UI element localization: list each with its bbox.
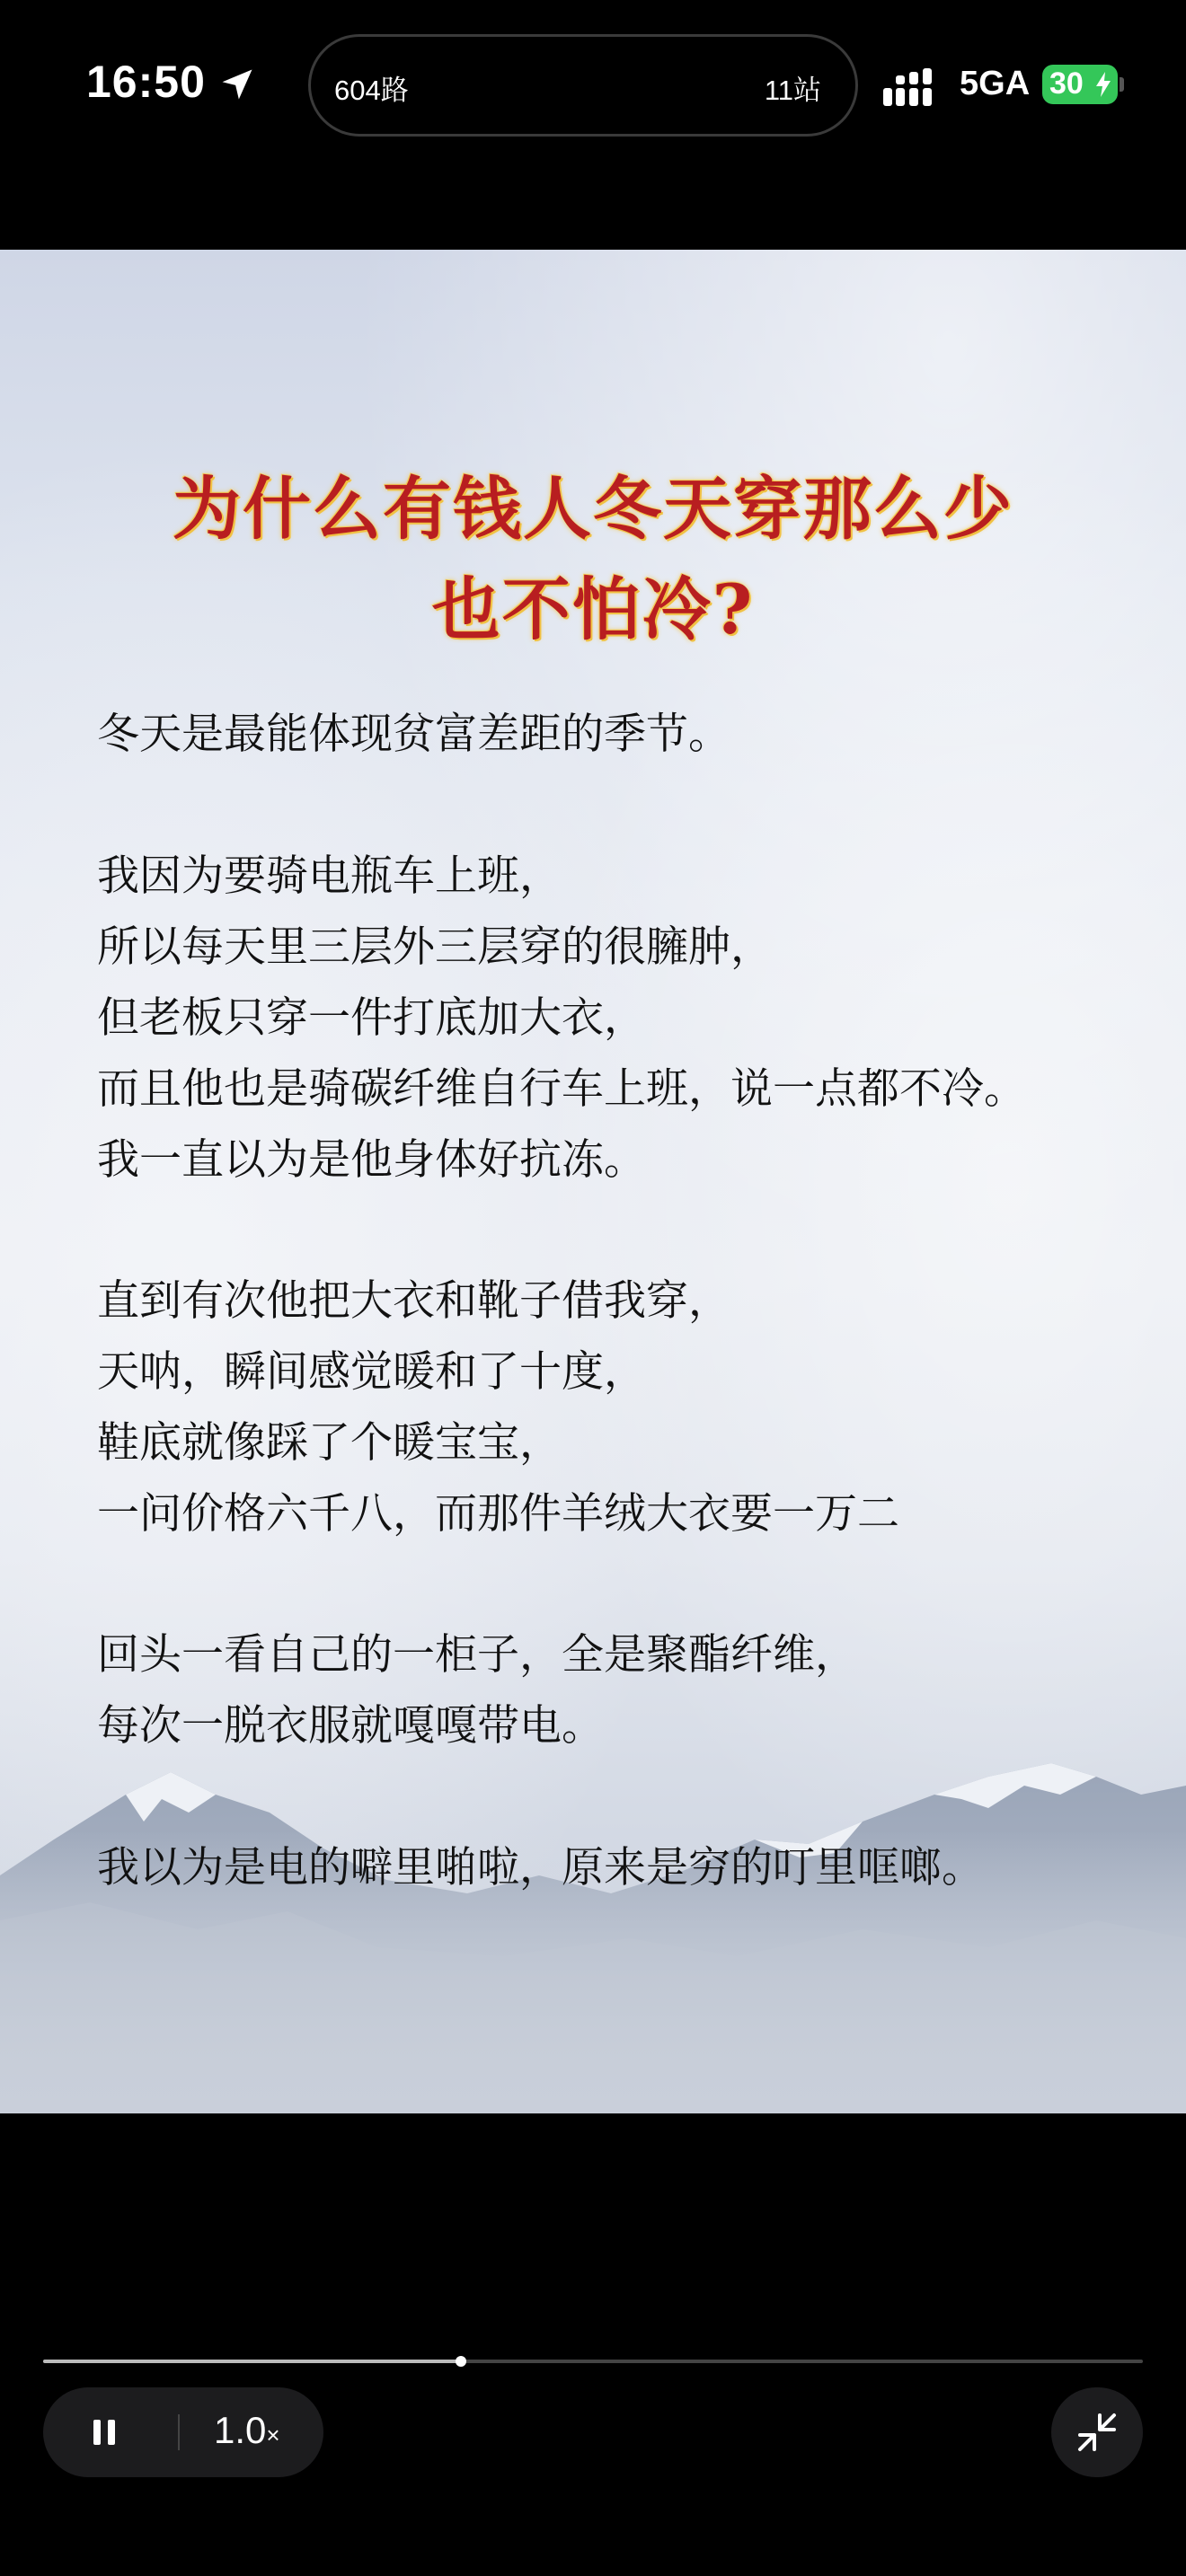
paragraph-line: 鞋底就像踩了个暖宝宝， — [97, 1418, 562, 1468]
article-title-line-2: 也不怕冷? — [431, 569, 755, 649]
paragraph-2 — [97, 841, 1139, 1195]
paragraph-line: 我因为要骑电瓶车上班， — [97, 851, 562, 901]
clock-time: 16:50 — [86, 57, 206, 107]
paragraph-3 — [97, 1266, 1139, 1549]
paragraph-line: 每次一脱衣服就嘎嘎带电。 — [97, 1701, 604, 1751]
location-arrow-icon — [217, 65, 257, 104]
playback-controls — [43, 2387, 323, 2477]
paragraph-line: 一问价格六千八，而那件羊绒大衣要一万二 — [97, 1489, 899, 1539]
battery-level: 30 — [1049, 66, 1084, 101]
status-bar — [0, 0, 1186, 180]
dynamic-island-live-activity[interactable] — [308, 34, 858, 137]
network-type: 5GA — [960, 65, 1031, 102]
collapse-arrows-icon — [1075, 2410, 1120, 2455]
cellular-signal-icon — [883, 68, 944, 106]
paragraph-1 — [97, 699, 1139, 770]
paragraph-line: 直到有次他把大衣和靴子借我穿， — [97, 1276, 730, 1326]
paragraph-line: 冬天是最能体现贫富差距的季节。 — [97, 710, 730, 759]
article-title-line-1: 为什么有钱人冬天穿那么少 — [173, 469, 1013, 549]
paragraph-line: 我一直以为是他身体好抗冻。 — [97, 1135, 646, 1185]
paragraph-line: 但老板只穿一件打底加大衣， — [97, 993, 646, 1043]
paragraph-line: 我以为是电的噼里啪啦，原来是穷的叮里哐啷。 — [97, 1843, 984, 1892]
speed-value: 1.0 — [214, 2409, 267, 2451]
paragraph-line: 天呐，瞬间感觉暖和了十度， — [97, 1347, 646, 1397]
playback-progress-bar[interactable] — [43, 2360, 1143, 2363]
progress-fill — [43, 2360, 461, 2363]
paragraph-4 — [97, 1619, 1139, 1761]
battery-indicator — [1042, 65, 1118, 104]
charging-bolt-icon — [1094, 72, 1112, 97]
stops-remaining-label: 11站 — [764, 75, 821, 106]
divider — [178, 2414, 180, 2450]
battery-tip — [1120, 77, 1124, 92]
paragraph-line: 而且他也是骑碳纤维自行车上班，说一点都不冷。 — [97, 1064, 1026, 1114]
paragraph-5 — [97, 1832, 1139, 1903]
pause-icon[interactable] — [81, 2409, 128, 2456]
article-image — [0, 250, 1186, 2113]
bus-route-label: 604路 — [334, 75, 409, 106]
paragraph-line: 回头一看自己的一柜子，全是聚酯纤维， — [97, 1630, 857, 1680]
progress-thumb[interactable] — [456, 2356, 466, 2367]
paragraph-line: 所以每天里三层外三层穿的很臃肿， — [97, 922, 773, 972]
speed-unit: × — [266, 2422, 280, 2448]
collapse-button[interactable] — [1051, 2387, 1143, 2477]
playback-speed-button[interactable] — [214, 2409, 280, 2452]
